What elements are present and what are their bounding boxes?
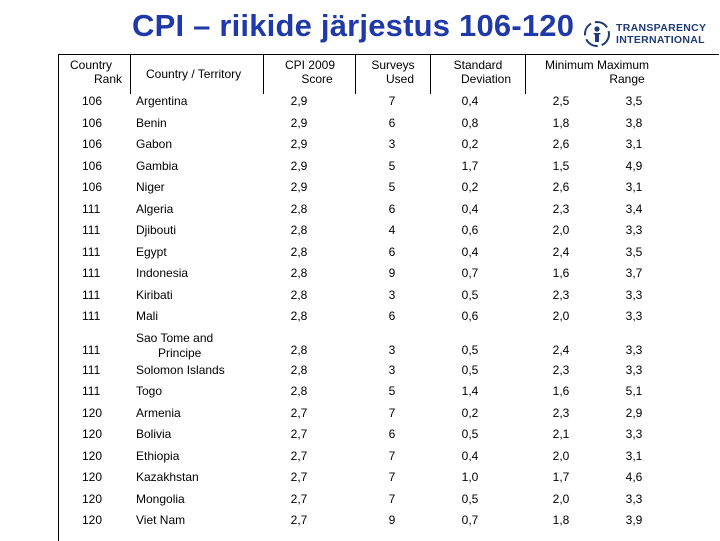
rank-cell: 111 <box>82 287 101 302</box>
surveys-cell: 4 <box>388 223 396 237</box>
header-rank-line-1: Country <box>70 58 113 72</box>
rank-cell: 120 <box>82 491 103 506</box>
min-range-cell: 2,0 <box>552 491 570 506</box>
header-surveys-line-2: Used <box>385 72 414 86</box>
surveys-cell: 6 <box>388 309 396 323</box>
std-dev-cell: 0,4 <box>461 201 479 216</box>
std-dev-cell: 1,4 <box>461 384 479 398</box>
column-divider <box>355 54 356 94</box>
score-cell: 2,8 <box>290 342 308 357</box>
score-cell: 2,8 <box>290 266 308 280</box>
country-cell: Togo <box>136 384 163 398</box>
min-range-cell: 2,3 <box>552 362 570 377</box>
country-cell: Armenia <box>136 405 181 420</box>
max-range-cell: 2,9 <box>625 405 643 420</box>
min-range-cell: 2,0 <box>552 448 570 463</box>
slide-title: CPI – riikide järjestus 106-120 <box>132 8 575 43</box>
min-range-cell: 2,6 <box>552 180 570 194</box>
score-cell: 2,7 <box>290 513 308 527</box>
max-range-cell: 3,3 <box>625 223 643 237</box>
surveys-cell: 7 <box>388 491 396 506</box>
max-range-cell: 3,1 <box>625 137 643 151</box>
score-cell: 2,8 <box>290 309 308 323</box>
rank-cell: 106 <box>82 94 103 108</box>
score-cell: 2,8 <box>290 201 308 216</box>
min-range-cell: 1,8 <box>552 115 570 130</box>
country-cell: Kazakhstan <box>136 470 199 484</box>
table-row <box>0 113 720 135</box>
rank-cell: 111 <box>82 342 101 357</box>
country-cell: Solomon Islands <box>136 362 225 377</box>
score-cell: 2,8 <box>290 384 308 398</box>
surveys-cell: 7 <box>388 448 396 463</box>
score-cell: 2,8 <box>290 244 308 259</box>
std-dev-cell: 0,5 <box>461 491 479 506</box>
rank-cell: 120 <box>82 513 103 527</box>
header-surveys-line-1: Surveys <box>371 58 415 72</box>
surveys-cell: 3 <box>388 287 396 302</box>
country-cell: Kiribati <box>136 287 173 302</box>
score-cell: 2,7 <box>290 405 308 420</box>
country-line-2: Principe <box>158 345 202 360</box>
rank-cell: 111 <box>82 266 101 280</box>
table-row <box>0 446 720 468</box>
country-cell: Indonesia <box>136 266 189 280</box>
rank-cell: 120 <box>82 427 103 441</box>
max-range-cell: 3,9 <box>625 513 643 527</box>
surveys-cell: 5 <box>388 180 396 194</box>
header-score-line-2: Score <box>301 72 333 86</box>
table-row <box>0 360 720 382</box>
country-cell: Ethiopia <box>136 448 180 463</box>
ti-globe-figure-icon <box>582 19 612 49</box>
std-dev-cell: 0,2 <box>461 405 479 420</box>
std-dev-cell: 0,5 <box>461 342 479 357</box>
std-dev-cell: 1,7 <box>461 158 479 173</box>
surveys-cell: 7 <box>388 405 396 420</box>
max-range-cell: 3,7 <box>625 266 643 280</box>
country-cell <box>136 331 226 361</box>
max-range-cell: 3,8 <box>625 115 643 130</box>
score-cell: 2,9 <box>290 94 308 108</box>
std-dev-cell: 0,5 <box>461 427 479 441</box>
score-cell: 2,9 <box>290 180 308 194</box>
header-country-rank <box>62 58 126 86</box>
min-range-cell: 2,1 <box>552 427 570 441</box>
score-cell: 2,9 <box>290 158 308 173</box>
header-standard-deviation <box>433 58 523 86</box>
surveys-cell: 6 <box>388 427 396 441</box>
min-range-cell: 2,4 <box>552 244 570 259</box>
surveys-cell: 3 <box>388 137 396 151</box>
max-range-cell: 4,6 <box>625 470 643 484</box>
table-row <box>0 510 720 532</box>
score-cell: 2,9 <box>290 115 308 130</box>
min-range-cell: 1,6 <box>552 266 570 280</box>
min-range-cell: 1,7 <box>552 470 570 484</box>
std-dev-cell: 0,6 <box>461 309 479 323</box>
table-row <box>0 177 720 199</box>
std-dev-cell: 0,8 <box>461 115 479 130</box>
std-dev-cell: 0,7 <box>461 266 479 280</box>
country-cell: Mali <box>136 309 159 323</box>
rank-cell: 106 <box>82 115 103 130</box>
transparency-international-logo <box>582 14 712 54</box>
surveys-cell: 7 <box>388 470 396 484</box>
score-cell: 2,7 <box>290 427 308 441</box>
max-range-cell: 3,4 <box>625 201 643 216</box>
min-range-cell: 1,8 <box>552 513 570 527</box>
table-row <box>0 403 720 425</box>
max-range-cell: 3,1 <box>625 180 643 194</box>
country-cell: Gabon <box>136 137 173 151</box>
surveys-cell: 6 <box>388 201 396 216</box>
country-cell: Djibouti <box>136 223 177 237</box>
std-dev-cell: 0,4 <box>461 448 479 463</box>
std-dev-cell: 0,2 <box>461 137 479 151</box>
min-range-cell: 1,6 <box>552 384 570 398</box>
table-row <box>0 263 720 285</box>
rank-cell: 111 <box>82 201 101 216</box>
score-cell: 2,8 <box>290 362 308 377</box>
std-dev-cell: 0,5 <box>461 287 479 302</box>
country-cell: Benin <box>136 115 167 130</box>
table-row <box>0 424 720 446</box>
rank-cell: 111 <box>82 362 101 377</box>
rank-cell: 111 <box>82 309 101 323</box>
min-range-cell: 1,5 <box>552 158 570 173</box>
std-dev-cell: 0,7 <box>461 513 479 527</box>
max-range-cell: 5,1 <box>625 384 643 398</box>
min-range-cell: 2,3 <box>552 287 570 302</box>
logo-line-2: INTERNATIONAL <box>616 34 705 46</box>
country-cell: Algeria <box>136 201 174 216</box>
min-range-cell: 2,4 <box>552 342 570 357</box>
country-cell: Gambia <box>136 158 179 173</box>
score-cell: 2,8 <box>290 287 308 302</box>
min-range-cell: 2,5 <box>552 94 570 108</box>
header-surveys-used <box>358 58 428 86</box>
country-cell: Mongolia <box>136 491 185 506</box>
header-country-territory: Country / Territory <box>146 67 242 81</box>
surveys-cell: 9 <box>388 513 396 527</box>
rank-cell: 106 <box>82 137 103 151</box>
country-cell: Egypt <box>136 244 167 259</box>
std-dev-cell: 0,5 <box>461 362 479 377</box>
header-range-line-2: Range <box>609 72 645 86</box>
max-range-cell: 3,5 <box>625 94 643 108</box>
table-row <box>0 134 720 156</box>
table-row <box>0 156 720 178</box>
header-rank-line-2: Rank <box>93 72 122 86</box>
table-row <box>0 467 720 489</box>
logo-line-1: TRANSPARENCY <box>616 22 707 34</box>
country-cell: Argentina <box>136 94 188 108</box>
table-row <box>0 285 720 307</box>
table-row <box>0 91 720 113</box>
rank-cell: 120 <box>82 405 103 420</box>
std-dev-cell: 0,4 <box>461 94 479 108</box>
surveys-cell: 3 <box>388 342 396 357</box>
max-range-cell: 3,3 <box>625 362 643 377</box>
table-row <box>0 242 720 264</box>
rank-cell: 111 <box>82 223 101 237</box>
country-cell: Bolivia <box>136 427 172 441</box>
max-range-cell: 3,3 <box>625 342 643 357</box>
surveys-cell: 5 <box>388 158 396 173</box>
table-row <box>0 489 720 511</box>
table-row <box>0 381 720 403</box>
rank-cell: 106 <box>82 158 103 173</box>
country-cell: Niger <box>136 180 165 194</box>
min-range-cell: 2,6 <box>552 137 570 151</box>
score-cell: 2,7 <box>290 491 308 506</box>
rank-cell: 111 <box>82 384 101 398</box>
max-range-cell: 3,3 <box>625 427 643 441</box>
max-range-cell: 3,5 <box>625 244 643 259</box>
rank-cell: 120 <box>82 448 103 463</box>
header-sd-line-1: Standard <box>453 58 503 72</box>
min-range-cell: 2,3 <box>552 201 570 216</box>
max-range-cell: 3,3 <box>625 287 643 302</box>
surveys-cell: 6 <box>388 244 396 259</box>
surveys-cell: 6 <box>388 115 396 130</box>
score-cell: 2,7 <box>290 448 308 463</box>
surveys-cell: 3 <box>388 362 396 377</box>
header-sd-line-2: Deviation <box>460 72 512 86</box>
header-range-line-1: Minimum Maximum <box>544 58 649 72</box>
country-line-1: Sao Tome and <box>136 330 214 345</box>
surveys-cell: 5 <box>388 384 396 398</box>
table-row <box>0 306 720 328</box>
min-range-cell: 2,0 <box>552 223 570 237</box>
score-cell: 2,7 <box>290 470 308 484</box>
max-range-cell: 4,9 <box>625 158 643 173</box>
table-row <box>0 220 720 242</box>
header-cpi-score <box>268 58 352 86</box>
column-divider <box>130 54 131 94</box>
surveys-cell: 7 <box>388 94 396 108</box>
max-range-cell: 3,3 <box>625 309 643 323</box>
min-range-cell: 2,3 <box>552 405 570 420</box>
score-cell: 2,8 <box>290 223 308 237</box>
max-range-cell: 3,1 <box>625 448 643 463</box>
column-divider <box>525 54 526 94</box>
rank-cell: 111 <box>82 244 101 259</box>
header-score-line-1: CPI 2009 <box>284 58 336 72</box>
min-range-cell: 2,0 <box>552 309 570 323</box>
std-dev-cell: 0,6 <box>461 223 479 237</box>
table-row <box>0 328 720 360</box>
table-row <box>0 199 720 221</box>
std-dev-cell: 1,0 <box>461 470 479 484</box>
header-min-max-range <box>530 58 664 86</box>
column-divider <box>430 54 431 94</box>
surveys-cell: 9 <box>388 266 396 280</box>
country-cell: Viet Nam <box>136 513 186 527</box>
rank-cell: 120 <box>82 470 103 484</box>
rank-cell: 106 <box>82 180 103 194</box>
std-dev-cell: 0,2 <box>461 180 479 194</box>
std-dev-cell: 0,4 <box>461 244 479 259</box>
max-range-cell: 3,3 <box>625 491 643 506</box>
score-cell: 2,9 <box>290 137 308 151</box>
